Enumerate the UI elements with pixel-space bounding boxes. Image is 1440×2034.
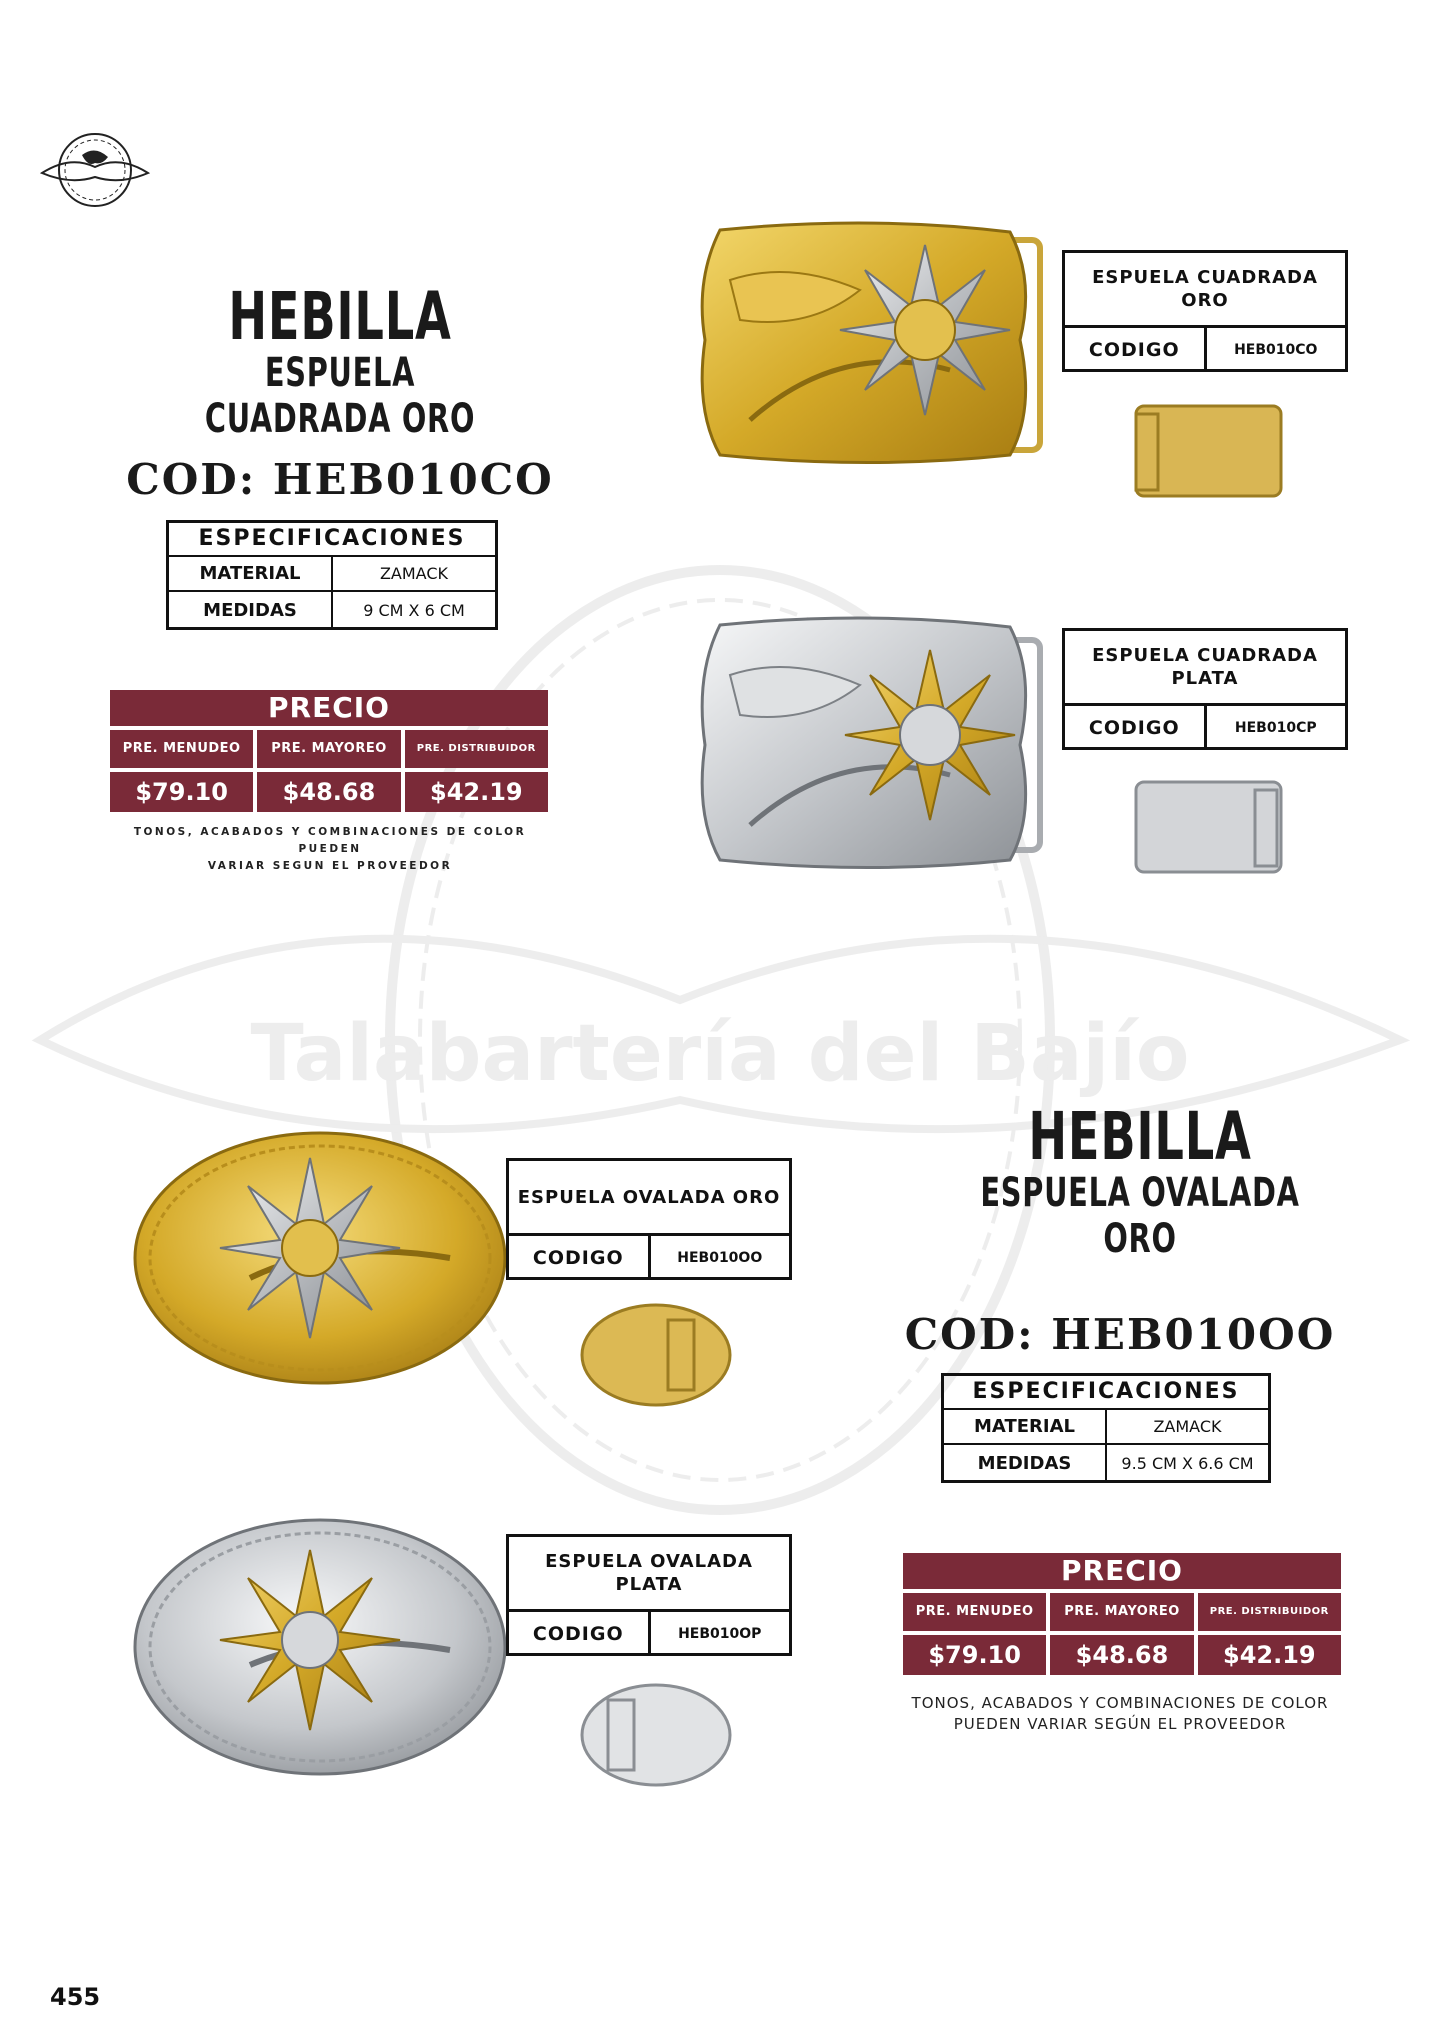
product2-note <box>870 1693 1370 1735</box>
variant-name-line-1: ESPUELA OVALADA <box>545 1551 753 1572</box>
note-line-2: PUEDEN VARIAR SEGÚN EL PROVEEDOR <box>953 1715 1287 1733</box>
spec-label-medidas: MEDIDAS <box>944 1445 1107 1482</box>
price-header: PRECIO <box>110 690 548 726</box>
buckle-square-silver-back-image <box>1130 776 1290 876</box>
spec-label-material: MATERIAL <box>944 1410 1107 1443</box>
buckle-square-silver-image <box>690 615 1060 875</box>
variant-name-line-1: ESPUELA CUADRADA <box>1092 645 1318 666</box>
spec-value-material: ZAMACK <box>379 564 449 583</box>
variant-name-line-2: PLATA <box>615 1574 683 1595</box>
variant-name-line-2: ORO <box>1181 290 1229 311</box>
variant-name <box>509 1161 789 1236</box>
buckle-square-gold-image <box>690 220 1060 470</box>
product1-code: COD: HEB010CO <box>126 455 554 504</box>
product2-title: HEBILLA <box>1028 1098 1252 1175</box>
variant-box-square-silver <box>1062 628 1348 750</box>
variant-code: HEB010CO <box>1234 342 1318 358</box>
spec-header: ESPECIFICACIONES <box>169 523 495 557</box>
price-value-mayoreo: $48.68 <box>1050 1635 1193 1675</box>
product1-price-table <box>110 690 548 812</box>
spec-label-material: MATERIAL <box>169 557 333 590</box>
product2-subtitle: ESPUELA OVALADA ORO <box>980 1170 1300 1262</box>
watermark-text: Talabartería del Bajío <box>250 1009 1190 1099</box>
buckle-oval-gold-image <box>130 1128 510 1388</box>
spec-value-medidas: 9 CM X 6 CM <box>363 601 465 620</box>
brand-logo <box>40 125 150 215</box>
product2-code: COD: HEB010OO <box>904 1310 1336 1359</box>
note-line-1: TONOS, ACABADOS Y COMBINACIONES DE COLOR <box>911 1694 1329 1712</box>
price-label-distribuidor: PRE. DISTRIBUIDOR <box>405 730 548 768</box>
product1-title: HEBILLA <box>228 278 452 355</box>
variant-code-label: CODIGO <box>1065 328 1207 372</box>
product1-spec-table <box>166 520 498 630</box>
price-value-distribuidor: $42.19 <box>405 772 548 812</box>
variant-name <box>1065 253 1345 328</box>
variant-box-oval-silver <box>506 1534 792 1656</box>
variant-box-square-gold <box>1062 250 1348 372</box>
variant-code-label: CODIGO <box>509 1236 651 1280</box>
note-line-1: TONOS, ACABADOS Y COMBINACIONES DE COLOR PUEDEN <box>133 826 527 855</box>
price-value-mayoreo: $48.68 <box>257 772 400 812</box>
price-header: PRECIO <box>903 1553 1341 1589</box>
price-value-menudeo: $79.10 <box>110 772 253 812</box>
variant-code: HEB010OO <box>677 1250 763 1266</box>
spec-label-medidas: MEDIDAS <box>169 592 333 629</box>
buckle-square-gold-back-image <box>1130 400 1290 500</box>
variant-name-line-2: PLATA <box>1171 668 1239 689</box>
buckle-oval-silver-image <box>130 1515 510 1780</box>
spec-header: ESPECIFICACIONES <box>944 1376 1268 1410</box>
page-number: 455 <box>50 1983 101 2011</box>
note-line-2: VARIAR SEGUN EL PROVEEDOR <box>207 860 453 872</box>
variant-name-line-1: ESPUELA CUADRADA <box>1092 267 1318 288</box>
variant-name <box>1065 631 1345 706</box>
product2-price-table <box>903 1553 1341 1675</box>
variant-code-label: CODIGO <box>509 1612 651 1656</box>
variant-name <box>509 1537 789 1612</box>
variant-code-label: CODIGO <box>1065 706 1207 750</box>
product2-spec-table <box>941 1373 1271 1483</box>
price-label-distribuidor: PRE. DISTRIBUIDOR <box>1198 1593 1341 1631</box>
product1-note <box>100 824 560 875</box>
spec-value-material: ZAMACK <box>1153 1417 1222 1436</box>
price-label-mayoreo: PRE. MAYOREO <box>1050 1593 1193 1631</box>
variant-code: HEB010CP <box>1234 720 1317 736</box>
price-label-menudeo: PRE. MENUDEO <box>903 1593 1046 1631</box>
price-label-mayoreo: PRE. MAYOREO <box>257 730 400 768</box>
variant-box-oval-gold <box>506 1158 792 1280</box>
variant-code: HEB010OP <box>678 1626 762 1642</box>
price-value-distribuidor: $42.19 <box>1198 1635 1341 1675</box>
product1-subtitle: ESPUELA CUADRADA ORO <box>204 350 476 442</box>
price-value-menudeo: $79.10 <box>903 1635 1046 1675</box>
buckle-oval-silver-back-image <box>578 1680 733 1790</box>
variant-name-line-1: ESPUELA OVALADA ORO <box>517 1186 781 1208</box>
spec-value-medidas: 9.5 CM X 6.6 CM <box>1121 1454 1254 1473</box>
buckle-oval-gold-back-image <box>578 1300 733 1410</box>
price-label-menudeo: PRE. MENUDEO <box>110 730 253 768</box>
